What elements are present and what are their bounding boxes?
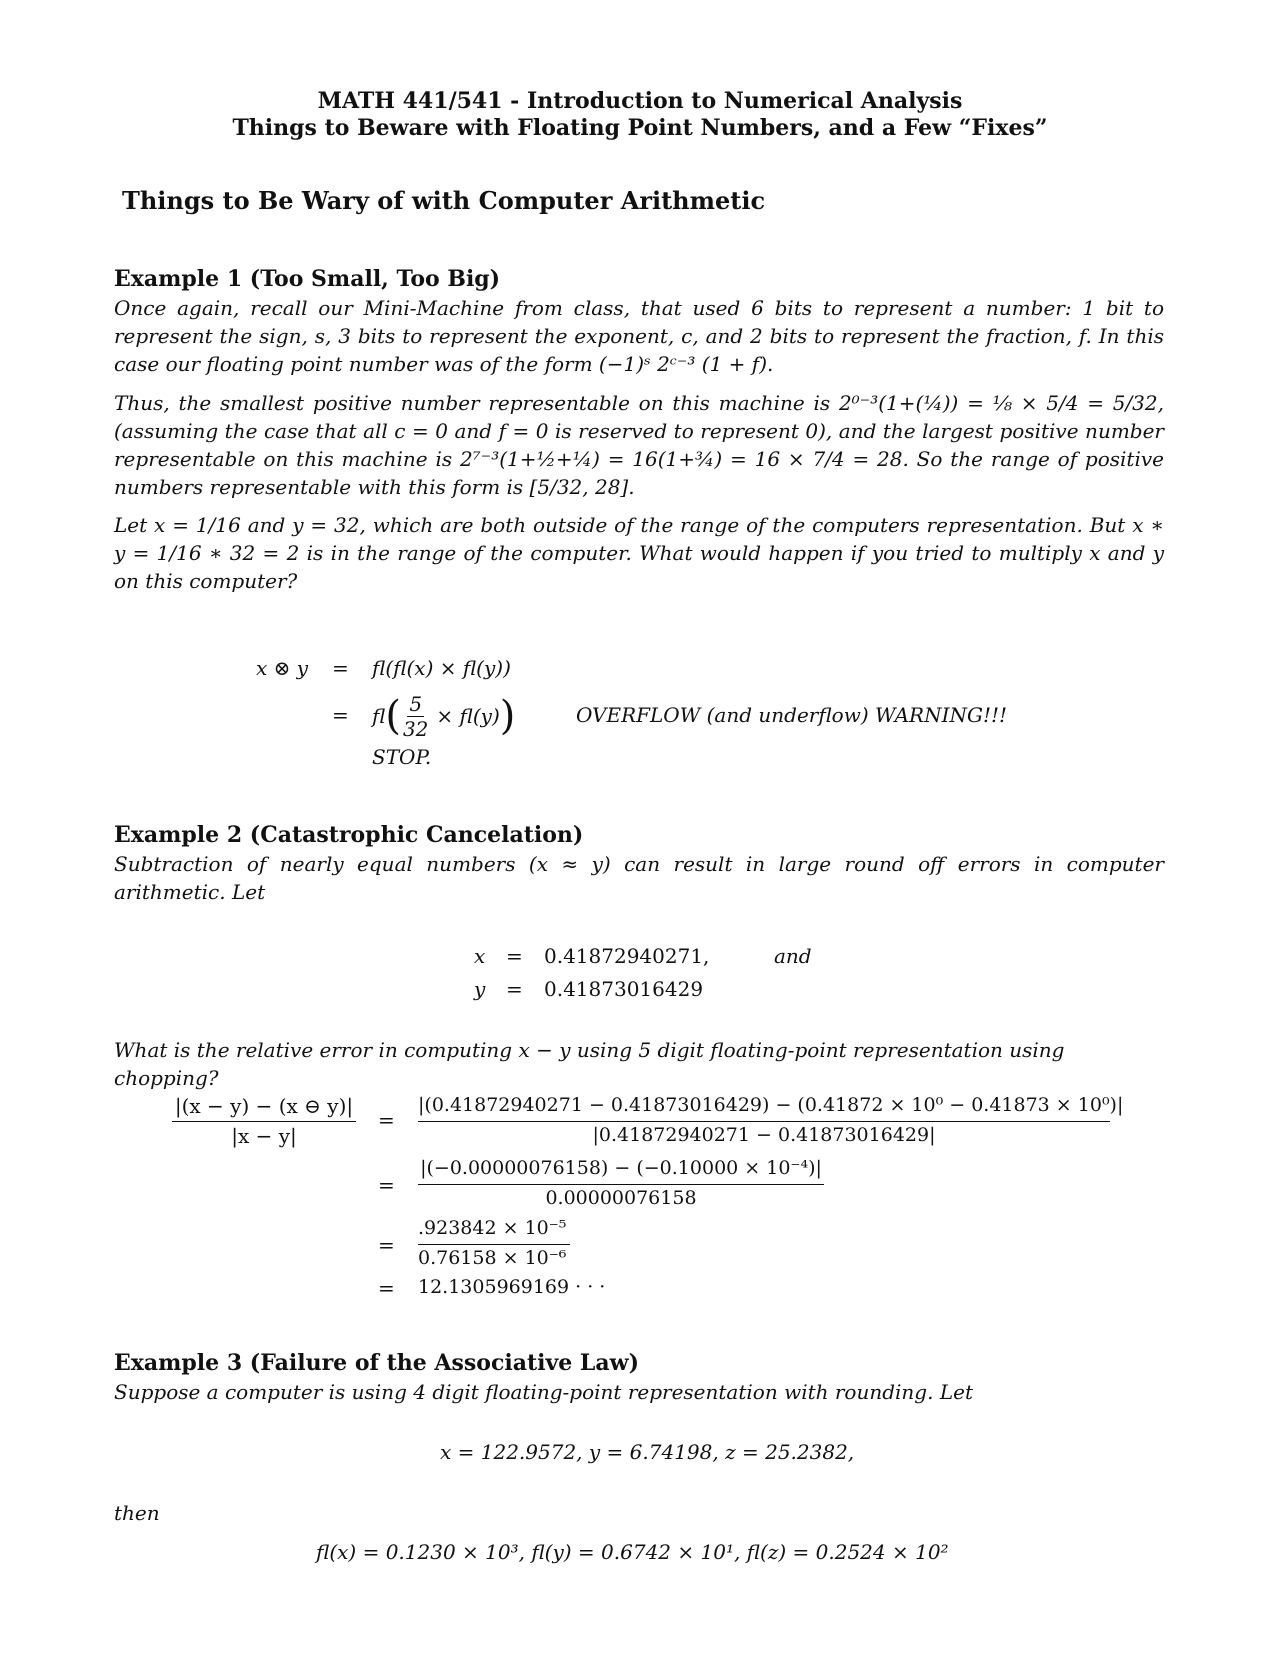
step3-numerator: .923842 × 10⁻⁵ <box>418 1217 567 1239</box>
step2-fraction-bar <box>418 1184 824 1185</box>
example1-heading: Example 1 (Too Small, Too Big) <box>114 266 501 292</box>
y-eq: = <box>506 977 523 1001</box>
handout-title: Things to Beware with Floating Point Numbers, and a Few “Fixes” <box>232 115 1048 141</box>
and-text: and <box>774 944 812 968</box>
example1-eq-sign1: = <box>332 656 349 680</box>
section-heading: Things to Be Wary of with Computer Arithmetic <box>122 186 766 215</box>
x-eq: = <box>506 944 523 968</box>
step1-fraction-bar <box>418 1121 1110 1122</box>
eq-sign-a: = <box>378 1108 395 1132</box>
then-text: then <box>114 1501 160 1525</box>
fraction-denominator: 32 <box>402 716 429 741</box>
fraction-5-32 <box>401 692 430 741</box>
example3-paragraph1: Suppose a computer is using 4 digit floating-point representation with rounding. Let <box>114 1380 973 1404</box>
example3-heading: Example 3 (Failure of the Associative Law) <box>114 1350 639 1376</box>
eq-sign-b: = <box>378 1173 395 1197</box>
fl-prefix: fl <box>372 704 386 728</box>
left-paren: ( <box>385 693 401 739</box>
example1-eq-rhs1: fl(fl(x) × fl(y)) <box>372 656 511 680</box>
x-value: 0.41872940271, <box>544 944 710 968</box>
course-title: MATH 441/541 - Introduction to Numerical Analysis <box>317 88 963 114</box>
x-label: x <box>474 944 486 968</box>
fraction-numerator: 5 <box>409 691 423 716</box>
step3-denominator: 0.76158 × 10⁻⁶ <box>418 1247 567 1269</box>
example1-eq-sign2: = <box>332 703 349 727</box>
fl-suffix: × fl(y) <box>436 704 500 728</box>
example1-paragraph3: Let x = 1/16 and y = 32, which are both outside of the range of the computers representation. But x ∗ y = 1/16 ∗ 32 = 2 is in the range of the computer. What would happen if you tried to multiply x and y on this computer? <box>114 513 1164 593</box>
example1-paragraph1: Once again, recall our Mini-Machine from class, that used 6 bits to represent a number: 1 bit to represent the sign, s, 3 bits to represent the exponent, c, and 2 bits to represent the fraction, f. In this case our floating point number was of the form (−1)ˢ 2ᶜ⁻³ (1 + f). <box>114 296 1164 376</box>
y-value: 0.41873016429 <box>544 977 704 1001</box>
right-paren: ) <box>499 693 516 739</box>
step2-denominator: 0.00000076158 <box>545 1187 697 1209</box>
step2-numerator: |(−0.00000076158) − (−0.10000 × 10⁻⁴)| <box>420 1157 822 1179</box>
step3-fraction-bar <box>418 1244 570 1245</box>
step1-denominator: |0.41872940271 − 0.41873016429| <box>592 1124 936 1146</box>
example2-paragraph1: Subtraction of nearly equal numbers (x ≈ y) can result in large round off errors in computer arithmetic. Let <box>114 852 1164 904</box>
y-label: y <box>474 977 486 1001</box>
step1-numerator: |(0.41872940271 − 0.41873016429) − (0.41872 × 10⁰ − 0.41873 × 10⁰)| <box>418 1094 1124 1116</box>
eq-sign-c: = <box>378 1233 395 1257</box>
eq-sign-d: = <box>378 1276 395 1300</box>
xyz-values: x = 122.9572, y = 6.74198, z = 25.2382, <box>440 1440 855 1464</box>
stop-text: STOP. <box>372 745 432 769</box>
fl-values: fl(x) = 0.1230 × 10³, fl(y) = 0.6742 × 10¹, fl(z) = 0.2524 × 10² <box>316 1540 949 1564</box>
example1-paragraph2: Thus, the smallest positive number representable on this machine is 2⁰⁻³(1+(¼)) = ⅛ × 5/4 = 5/32, (assuming the case that all c = 0 and f = 0 is reserved to represent 0), and the largest positive number representable on this machine is 2⁷⁻³(1+½+¼) = 16(1+¾) = 16 × 7/4 = 28. So the range of positive numbers representable with this form is [5/32, 28]. <box>114 391 1164 499</box>
lhs-denominator: |x − y| <box>231 1124 297 1148</box>
example2-heading: Example 2 (Catastrophic Cancelation) <box>114 822 584 848</box>
example2-question: What is the relative error in computing x − y using 5 digit floating-point representation using chopping? <box>114 1038 1065 1090</box>
lhs-fraction-bar <box>172 1121 356 1122</box>
relative-error-result: 12.1305969169 · · · <box>418 1276 606 1298</box>
overflow-warning: OVERFLOW (and underflow) WARNING!!! <box>576 703 1008 727</box>
example1-eq-rhs2 <box>372 682 515 750</box>
lhs-numerator: |(x − y) − (x ⊖ y)| <box>174 1094 354 1118</box>
example1-eq-lhs: x ⊗ y <box>256 656 309 680</box>
